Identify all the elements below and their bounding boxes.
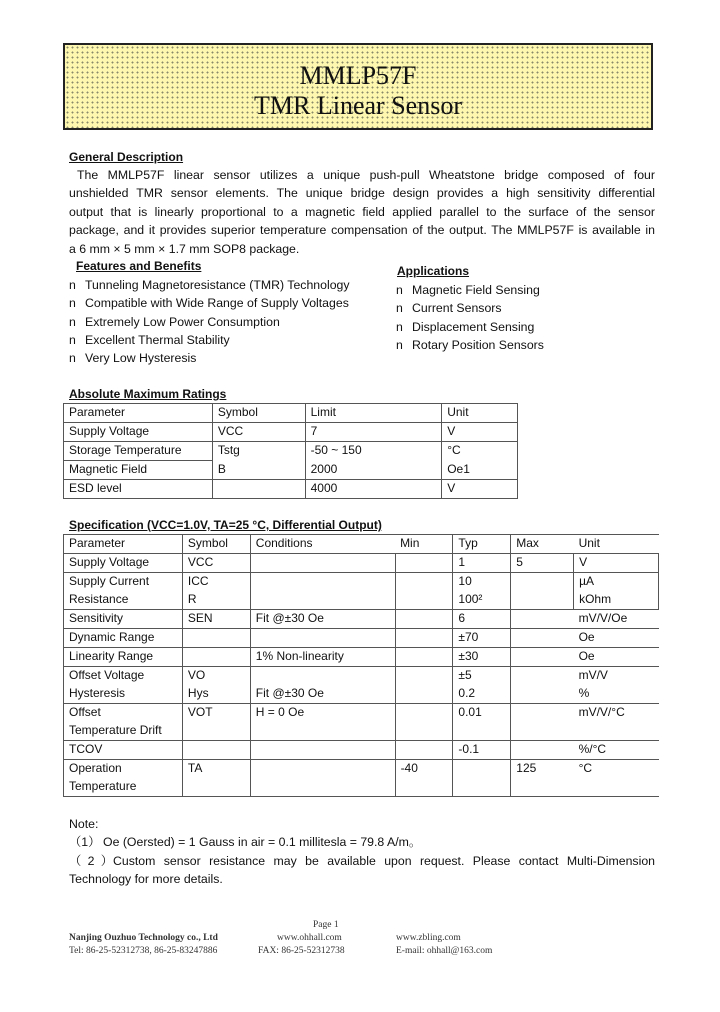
- description-line: a 6 mm × 5 mm × 1.7 mm SOP8 package.: [69, 241, 300, 256]
- applications-list: [396, 281, 544, 354]
- features-heading: Features and Benefits: [76, 259, 202, 273]
- fax: FAX: 86-25-52312738: [258, 946, 345, 956]
- specification-heading: Specification (VCC=1.0V, TA=25 °C, Differential Output): [69, 518, 382, 532]
- table-header-row: [64, 404, 518, 423]
- note-2-continued: Technology for more details.: [69, 872, 223, 887]
- description-line: unshielded TMR sensor elements. The unique bridge design provides a high sensitivity differential: [69, 186, 655, 201]
- website-link-2[interactable]: www.zbling.com: [396, 933, 461, 943]
- bullet-icon: n: [396, 283, 403, 297]
- table-row: Offset VOT H = 0 Oe 0.01 mV/V/°C: [64, 704, 659, 723]
- table-row: Magnetic Field B 2000 Oe1: [64, 461, 518, 480]
- list-item: n Tunneling Magnetoresistance (TMR) Technology: [69, 276, 350, 294]
- table-row: Resistance R 100² kOhm: [64, 591, 659, 610]
- note-2-label: （2）: [69, 853, 113, 868]
- list-item: n Extremely Low Power Consumption: [69, 313, 350, 331]
- list-item: n Rotary Position Sensors: [396, 336, 544, 354]
- features-list: [69, 276, 350, 367]
- list-item: n Current Sensors: [396, 299, 544, 317]
- table-row: Linearity Range 1% Non-linearity ±30 Oe: [64, 648, 659, 667]
- table-row: Hysteresis Hys Fit @±30 Oe 0.2 %: [64, 685, 659, 704]
- notes-section: [69, 815, 655, 889]
- absolute-max-table: [63, 403, 518, 499]
- note-1: [69, 833, 655, 851]
- list-item: n Very Low Hysteresis: [69, 349, 350, 367]
- general-description-text: [69, 166, 655, 258]
- list-item: n Excellent Thermal Stability: [69, 331, 350, 349]
- list-item: n Magnetic Field Sensing: [396, 281, 544, 299]
- note-2-text: Custom sensor resistance may be available upon request. Please contact Multi-Dimension: [113, 853, 655, 868]
- bullet-icon: n: [69, 351, 76, 366]
- table-row: Sensitivity SEN Fit @±30 Oe 6 mV/V/Oe: [64, 610, 659, 629]
- bullet-icon: n: [69, 314, 76, 329]
- general-description-heading: General Description: [69, 150, 184, 164]
- product-subtitle: TMR Linear Sensor: [254, 91, 462, 120]
- applications-heading: Applications: [397, 264, 470, 278]
- email-link[interactable]: E-mail: ohhall@163.com: [396, 946, 493, 956]
- header-cell: Parameter: [64, 404, 213, 423]
- specification-table: [63, 534, 659, 797]
- list-item: n Displacement Sensing: [396, 318, 544, 336]
- note-2: [69, 852, 655, 870]
- description-line: The MMLP57F linear sensor utilizes a unique push-pull Wheatstone bridge composed of four: [77, 168, 655, 182]
- table-row: Operation TA -40 125 °C: [64, 760, 659, 779]
- table-row: Storage Temperature Tstg -50 ~ 150 °C: [64, 442, 518, 461]
- table-row: Supply Voltage VCC 1 5 V: [64, 554, 659, 573]
- header-cell: Limit: [305, 404, 442, 423]
- bullet-icon: n: [396, 301, 403, 316]
- page-number: Page 1: [313, 920, 339, 930]
- header-cell: Symbol: [212, 404, 305, 423]
- table-row: Supply Current ICC 10 µA: [64, 573, 659, 592]
- table-row: Supply Voltage VCC 7 V: [64, 423, 518, 442]
- table-row: Offset Voltage VO ±5 mV/V: [64, 667, 659, 686]
- absolute-max-heading: Absolute Maximum Ratings: [69, 387, 227, 401]
- bullet-icon: n: [396, 337, 403, 352]
- table-row: Temperature: [64, 778, 659, 797]
- table-row: ESD level 4000 V: [64, 480, 518, 499]
- notes-heading: Note:: [69, 817, 99, 831]
- description-line: output that is linearly proportional to a magnetic field applied parallel to the surface of the sensor: [69, 204, 655, 219]
- product-name: MMLP57F: [299, 61, 417, 90]
- list-item: n Compatible with Wide Range of Supply Voltages: [69, 294, 350, 312]
- note-1-text: Oe (Oersted) = 1 Gauss in air = 0.1 millitesla = 79.8 A/m。: [103, 835, 422, 850]
- header-cell: Unit: [442, 404, 518, 423]
- title-box: [63, 43, 653, 130]
- note-1-label: （1）: [69, 835, 101, 850]
- bullet-icon: n: [69, 278, 76, 292]
- website-link-1[interactable]: www.ohhall.com: [277, 933, 342, 943]
- bullet-icon: n: [396, 319, 403, 334]
- company-name: Nanjing Ouzhuo Technology co., Ltd: [69, 933, 218, 943]
- bullet-icon: n: [69, 296, 76, 311]
- table-row: Dynamic Range ±70 Oe: [64, 629, 659, 648]
- telephone: Tel: 86-25-52312738, 86-25-83247886: [69, 946, 218, 956]
- table-header-row: Parameter Symbol Conditions Min Typ Max Unit: [64, 535, 659, 554]
- bullet-icon: n: [69, 332, 76, 347]
- table-row: TCOV -0.1 %/°C: [64, 741, 659, 760]
- description-line: package, and it provides superior temperature compensation of the output. The MMLP57F is available in: [69, 223, 655, 238]
- table-row: Temperature Drift: [64, 722, 659, 741]
